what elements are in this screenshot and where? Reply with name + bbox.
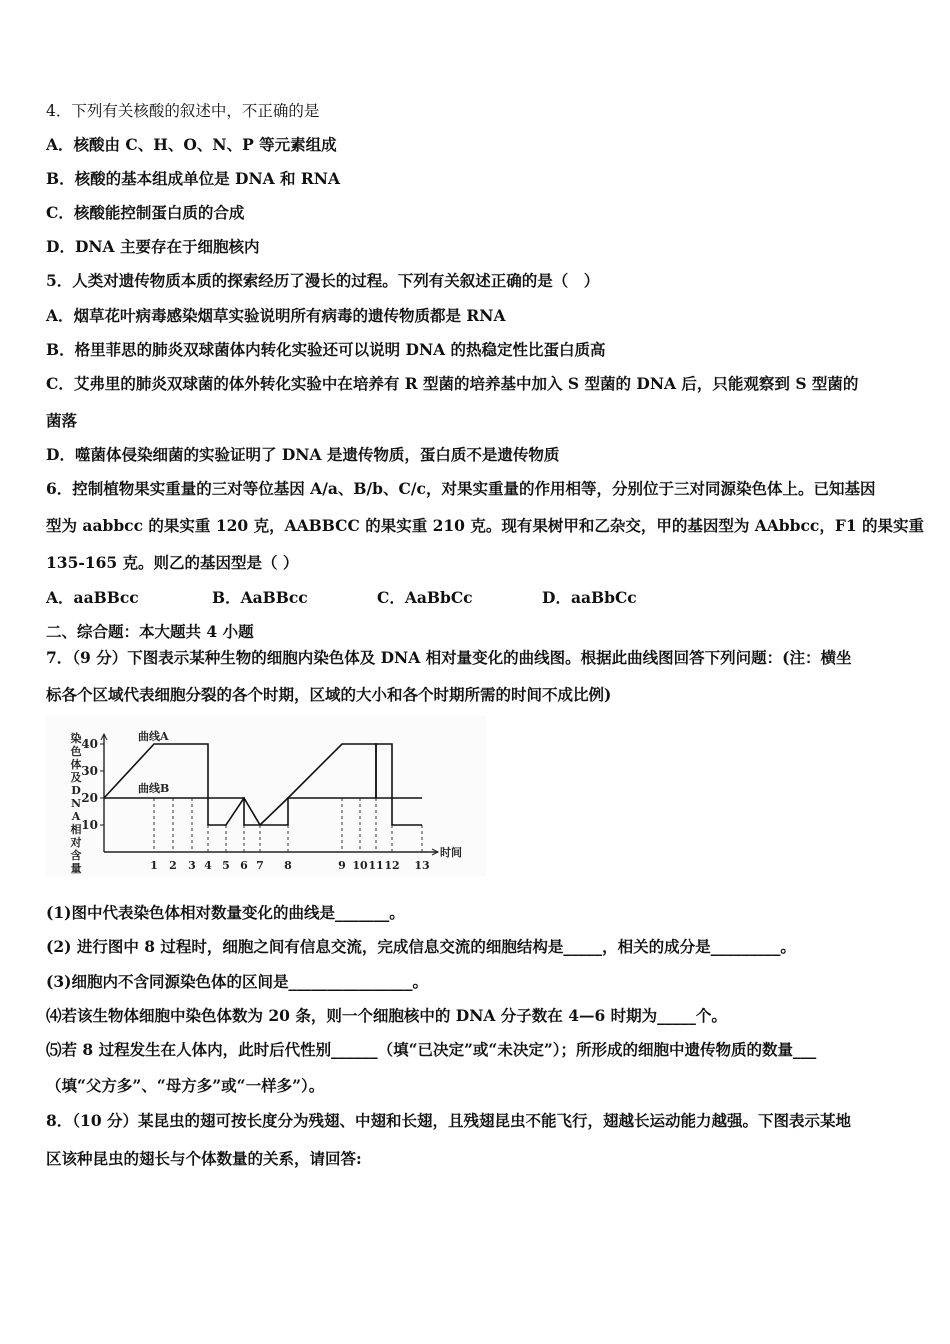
x-tick-label: 11 [368, 859, 384, 872]
q7-part4: ⑷若该生物体细胞中染色体数为 20 条，则一个细胞核中的 DNA 分子数在 4—6 时期为_____个。 [46, 1006, 727, 1025]
q7-part1: (1)图中代表染色体相对数量变化的曲线是_______。 [46, 903, 405, 922]
x-tick-label: 2 [169, 859, 177, 872]
q5-option-c-line1: C．艾弗里的肺炎双球菌的体外转化实验中在培养有 R 型菌的培养基中加入 S 型菌的 DNA 后，只能观察到 S 型菌的 [46, 374, 859, 393]
x-tick-label: 4 [204, 859, 212, 872]
curve-b-label: 曲线B [138, 782, 170, 795]
x-tick-label: 12 [384, 859, 400, 872]
q6-option-b: B．AaBBcc [212, 588, 308, 607]
q7-part5-line2: （填“父方多”、“母方多”或“一样多”）。 [46, 1076, 325, 1095]
q6-stem-line3: 135-165 克。则乙的基因型是（ ） [46, 553, 299, 572]
q6-stem-line2: 型为 aabbcc 的果实重 120 克，AABBCC 的果实重 210 克。现有果树甲和乙杂交，甲的基因型为 AAbbcc，F1 的果实重 [46, 516, 925, 535]
q4-stem: 4．下列有关核酸的叙述中，不正确的是 [46, 102, 320, 120]
q5-option-b: B．格里菲思的肺炎双球菌体内转化实验还可以说明 DNA 的热稳定性比蛋白质高 [46, 340, 606, 359]
y-axis-label-char: 体 [70, 758, 82, 771]
y-tick-label: 10 [81, 818, 98, 832]
q6-stem-line1: 6．控制植物果实重量的三对等位基因 A/a、B/b、C/c，对果实重量的作用相等，分别位于三对同源染色体上。已知基因 [46, 479, 876, 498]
q4-option-a: A．核酸由 C、H、O、N、P 等元素组成 [46, 135, 337, 154]
q7-stem-line1: 7．（9 分）下图表示某种生物的细胞内染色体及 DNA 相对量变化的曲线图。根据此曲线图回答下列问题：(注：横坐 [46, 648, 852, 667]
x-tick-label: 6 [240, 859, 248, 872]
q4-option-b: B．核酸的基本组成单位是 DNA 和 RNA [46, 169, 341, 188]
y-axis-label-char: 对 [70, 836, 82, 849]
x-tick-label: 8 [284, 859, 292, 872]
q5-stem: 5．人类对遗传物质本质的探索经历了漫长的过程。下列有关叙述正确的是（ ） [46, 271, 600, 290]
q7-stem-line2: 标各个区域代表细胞分裂的各个时期，区域的大小和各个时期所需的时间不成比例) [46, 685, 612, 704]
y-axis-label-char: 量 [70, 862, 82, 875]
q6-option-d: D．aaBbCc [542, 588, 637, 607]
y-axis-label-char: 相 [70, 823, 82, 836]
x-tick-label: 9 [338, 859, 346, 872]
section-heading: 二、综合题：本大题共 4 小题 [46, 622, 254, 641]
x-tick-label: 5 [222, 859, 230, 872]
q4-option-c: C．核酸能控制蛋白质的合成 [46, 203, 245, 222]
y-axis-label-char: A [71, 810, 81, 823]
q6-options [46, 588, 746, 608]
chromosome-dna-chart [46, 716, 486, 876]
y-axis-label-char: 色 [70, 745, 82, 758]
q4-option-d: D．DNA 主要存在于细胞核内 [46, 237, 260, 256]
curve-a-label: 曲线A [138, 730, 169, 743]
q7-part5-line1: ⑸若 8 过程发生在人体内，此时后代性别______（填“已决定”或“未决定”）；所形成的细胞中遗传物质的数量___ [46, 1040, 817, 1059]
x-axis-label: 时间 [440, 846, 462, 859]
y-axis-label-char: N [70, 797, 82, 810]
x-tick-label: 10 [352, 859, 368, 872]
y-tick-label: 30 [81, 764, 98, 778]
x-tick-label: 13 [414, 859, 430, 872]
q8-stem-line1: 8．（10 分）某昆虫的翅可按长度分为残翅、中翅和长翅，且残翅昆虫不能飞行，翅越长运动能力越强。下图表示某地 [46, 1111, 852, 1130]
y-tick-label: 40 [81, 737, 98, 751]
q5-option-c-line2: 菌落 [46, 411, 78, 430]
x-tick-label: 3 [188, 859, 196, 872]
q8-stem-line2: 区该种昆虫的翅长与个体数量的关系，请回答: [46, 1149, 362, 1168]
y-axis-label-char: 含 [70, 849, 82, 862]
y-axis-label-char: D [71, 784, 81, 797]
y-tick-label: 20 [81, 791, 98, 805]
q5-option-d: D．噬菌体侵染细菌的实验证明了 DNA 是遗传物质，蛋白质不是遗传物质 [46, 445, 560, 464]
q7-part3: (3)细胞内不含同源染色体的区间是________________。 [46, 972, 428, 991]
q5-option-a: A．烟草花叶病毒感染烟草实验说明所有病毒的遗传物质都是 RNA [46, 306, 506, 325]
x-tick-label: 1 [150, 859, 158, 872]
q7-part2: (2) 进行图中 8 过程时，细胞之间有信息交流，完成信息交流的细胞结构是_____，相关的成分是_________。 [46, 937, 796, 956]
y-axis-label-char: 染 [70, 732, 82, 745]
q6-option-c: C．AaBbCc [377, 588, 473, 607]
q6-option-a: A．aaBBcc [46, 588, 139, 607]
y-axis-label-char: 及 [70, 771, 82, 784]
x-tick-label: 7 [256, 859, 264, 872]
